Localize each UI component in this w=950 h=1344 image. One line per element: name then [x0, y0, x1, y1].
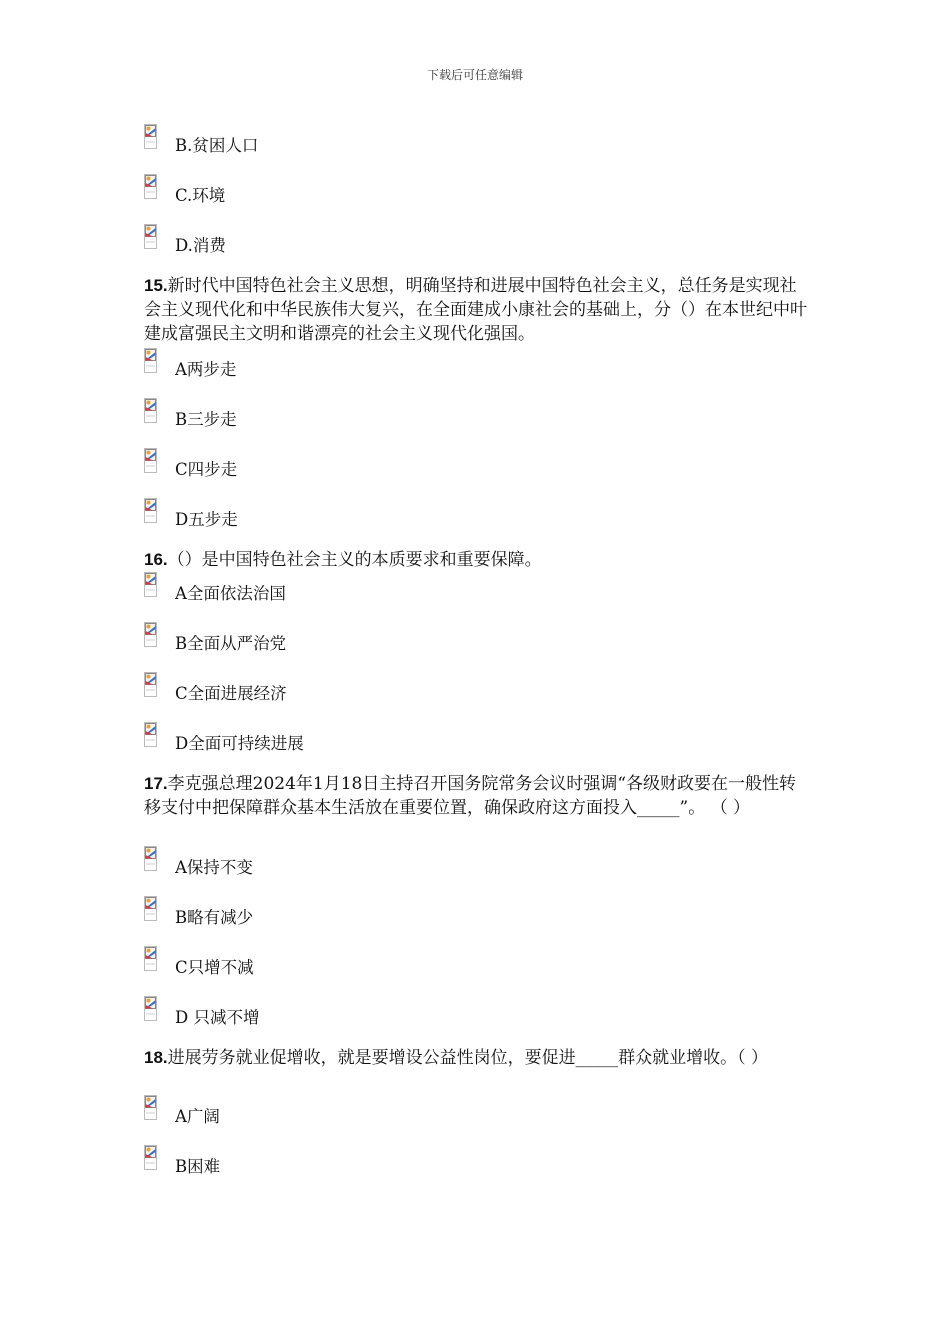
question-number: 17.	[144, 774, 168, 793]
question-text: 李克强总理2024年1月18日主持召开国务院常务会议时强调“各级财政要在一般性转移支付中把保障群众基本生活放在重要位置，确保政府这方面投入_____”。 （ ）	[144, 774, 797, 818]
option-b[interactable]	[144, 626, 544, 656]
question-number: 16.	[144, 550, 168, 569]
broken-image-icon	[144, 946, 159, 972]
broken-image-icon	[144, 398, 159, 424]
option-label: A保持不变	[175, 858, 253, 877]
broken-image-icon	[144, 572, 159, 598]
option-c[interactable]	[144, 950, 544, 980]
option-label: C只增不减	[175, 958, 254, 977]
option-label: A两步走	[175, 360, 237, 379]
option-label: C.环境	[175, 186, 226, 205]
broken-image-icon	[144, 622, 159, 648]
option-label: A广阔	[175, 1107, 220, 1126]
option-label: B全面从严治党	[175, 634, 287, 653]
broken-image-icon	[144, 1095, 159, 1121]
option-label: D五步走	[175, 510, 238, 529]
broken-image-icon	[144, 448, 159, 474]
option-label: D全面可持续进展	[175, 734, 304, 753]
option-d[interactable]	[144, 726, 544, 756]
broken-image-icon	[144, 846, 159, 872]
broken-image-icon	[144, 348, 159, 374]
broken-image-icon	[144, 672, 159, 698]
broken-image-icon	[144, 996, 159, 1022]
option-a[interactable]	[144, 576, 544, 606]
question-text: 进展劳务就业促增收，就是要增设公益性岗位，要促进_____群众就业增收。（ ）	[167, 1048, 769, 1068]
question-15	[144, 274, 810, 346]
question-16	[144, 548, 810, 572]
option-label: A全面依法治国	[175, 584, 286, 603]
option-c[interactable]	[144, 452, 544, 482]
option-d[interactable]	[144, 228, 544, 258]
option-label: D.消费	[175, 236, 226, 255]
option-a[interactable]	[144, 352, 544, 382]
broken-image-icon	[144, 1145, 159, 1171]
question-text: 新时代中国特色社会主义思想，明确坚持和进展中国特色社会主义，总任务是实现社会主义现代化和中华民族伟大复兴，在全面建成小康社会的基础上，分（）在本世纪中叶建成富强民主文明和谐漂亮的社会主义现代化强国。	[144, 276, 807, 344]
option-label: D 只减不增	[175, 1008, 260, 1027]
option-label: B.贫困人口	[175, 136, 259, 155]
option-b[interactable]	[144, 402, 544, 432]
question-text: （）是中国特色社会主义的本质要求和重要保障。	[167, 550, 542, 570]
option-b[interactable]	[144, 1149, 544, 1179]
broken-image-icon	[144, 498, 159, 524]
option-c[interactable]	[144, 178, 544, 208]
broken-image-icon	[144, 722, 159, 748]
broken-image-icon	[144, 174, 159, 200]
question-number: 15.	[144, 276, 168, 295]
broken-image-icon	[144, 124, 159, 150]
broken-image-icon	[144, 896, 159, 922]
option-label: B略有减少	[175, 908, 254, 927]
option-b[interactable]	[144, 900, 544, 930]
question-number: 18.	[144, 1048, 168, 1067]
option-d[interactable]	[144, 502, 544, 532]
option-label: C四步走	[175, 460, 238, 479]
option-label: B三步走	[175, 410, 237, 429]
option-a[interactable]	[144, 1099, 544, 1129]
option-b[interactable]	[144, 128, 544, 158]
option-a[interactable]	[144, 850, 544, 880]
page-header: 下载后可任意编辑	[426, 68, 523, 82]
broken-image-icon	[144, 224, 159, 250]
option-d[interactable]	[144, 1000, 544, 1030]
option-label: B困难	[175, 1157, 221, 1176]
option-c[interactable]	[144, 676, 544, 706]
question-17	[144, 772, 810, 820]
option-label: C全面进展经济	[175, 684, 287, 703]
question-18	[144, 1046, 810, 1070]
